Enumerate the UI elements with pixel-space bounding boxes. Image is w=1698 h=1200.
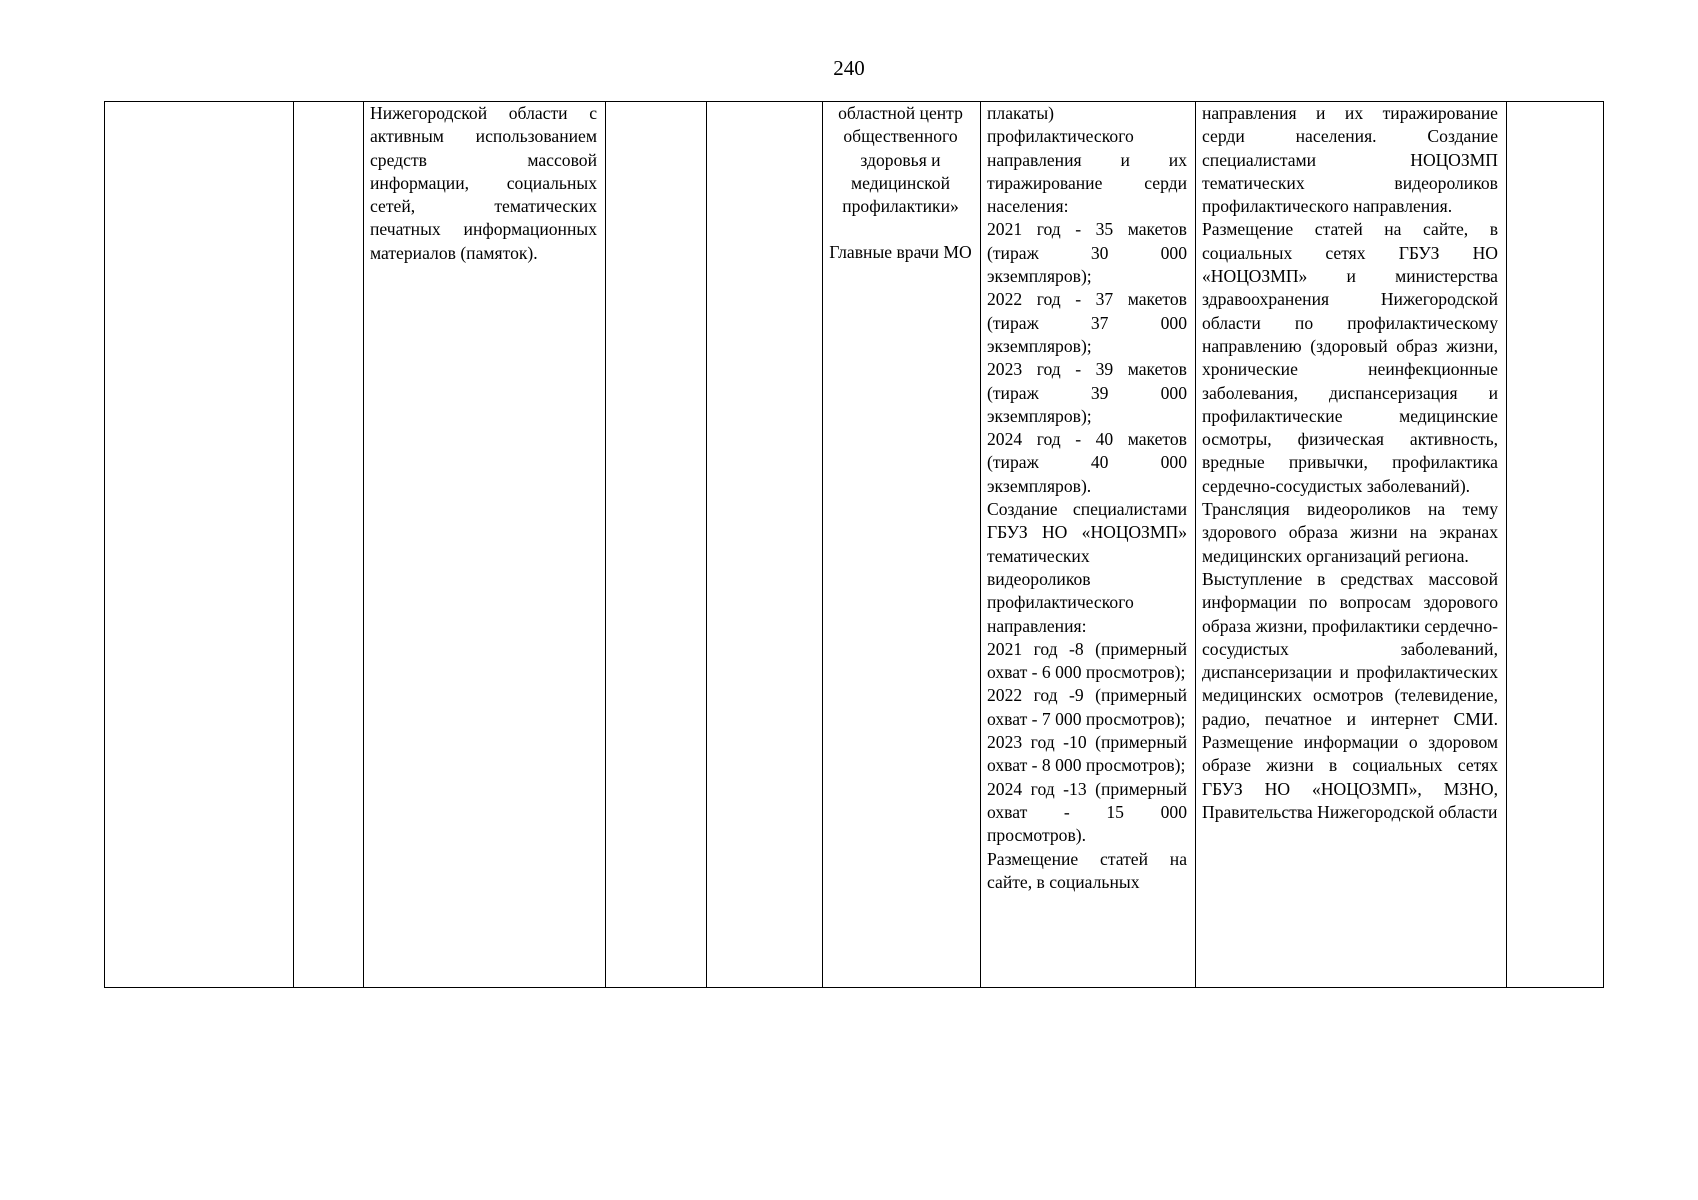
planned-result-item: 2021 год -8 (примерный охват - 6 000 просмотров); bbox=[987, 638, 1187, 683]
action-item: Размещение статей на сайте, в социальных сетях ГБУЗ НО «НОЦОЗМП» и министерства здравоохранения Нижегородской области по профилактическому направлению (здоровый образ жизни, хронические неинфекционные заболевания, диспансеризация и профилактические медицинские осмотры, физическая активность, вредные привычки, профилактика сердечно-сосудистых заболеваний). bbox=[1202, 219, 1498, 496]
table-row bbox=[105, 102, 1604, 988]
responsible-org-text: областной центр общественного здоровья и медицинской профилактики» bbox=[838, 103, 963, 217]
cell-planned-results bbox=[981, 102, 1196, 988]
cell-event-description bbox=[364, 102, 606, 988]
planned-result-item: 2022 год - 37 макетов (тираж 37 000 экземпляров); bbox=[987, 289, 1187, 356]
cell-col2 bbox=[294, 102, 364, 988]
cell-responsible bbox=[823, 102, 981, 988]
event-description-text: Нижегородской области с активным использованием средств массовой информации, социальных сетей, тематических печатных информационных материалов (памяток). bbox=[370, 103, 597, 263]
planned-result-item: плакаты) профилактического направления и их тиражирование серди населения: bbox=[987, 103, 1187, 217]
planned-result-item: 2021 год - 35 макетов (тираж 30 000 экземпляров); bbox=[987, 219, 1187, 287]
action-item: Выступление в средствах массовой информации по вопросам здорового образа жизни, профилактики сердечно-сосудистых заболеваний, диспансеризации и профилактических медицинских осмотров (телевидение, радио, печатное и интернет СМИ. Размещение информации о здоровом образе жизни в социальных сетях ГБУЗ НО «НОЦОЗМП», МЗНО, Правительства Нижегородской области bbox=[1202, 568, 1498, 822]
planned-result-item: Создание специалистами ГБУЗ НО «НОЦОЗМП» тематических видеороликов профилактического направления: bbox=[987, 499, 1187, 636]
planned-result-item: Размещение статей на сайте, в социальных bbox=[987, 848, 1187, 892]
planned-result-item: 2023 год -10 (примерный охват - 8 000 просмотров); bbox=[987, 732, 1187, 776]
cell-col4 bbox=[606, 102, 707, 988]
planned-result-item: 2024 год -13 (примерный охват - 15 000 просмотров). bbox=[987, 778, 1187, 846]
cell-col5 bbox=[707, 102, 823, 988]
page-number: 240 bbox=[833, 56, 865, 80]
document-table bbox=[104, 101, 1604, 988]
responsible-doctors-text: Главные врачи МО bbox=[829, 242, 972, 263]
action-item: Трансляция видеороликов на тему здорового образа жизни на экранах медицинских организаций региона. bbox=[1202, 499, 1498, 566]
cell-actions bbox=[1196, 102, 1507, 988]
cell-col1 bbox=[105, 102, 294, 988]
planned-result-item: 2023 год - 39 макетов (тираж 39 000 экземпляров); bbox=[987, 359, 1187, 426]
planned-result-item: 2024 год - 40 макетов (тираж 40 000 экземпляров). bbox=[987, 429, 1187, 496]
action-item: направления и их тиражирование серди населения. Создание специалистами НОЦОЗМП тематических видеороликов профилактического направления. bbox=[1202, 103, 1498, 217]
cell-col9 bbox=[1507, 102, 1604, 988]
planned-result-item: 2022 год -9 (примерный охват - 7 000 просмотров); bbox=[987, 685, 1187, 729]
